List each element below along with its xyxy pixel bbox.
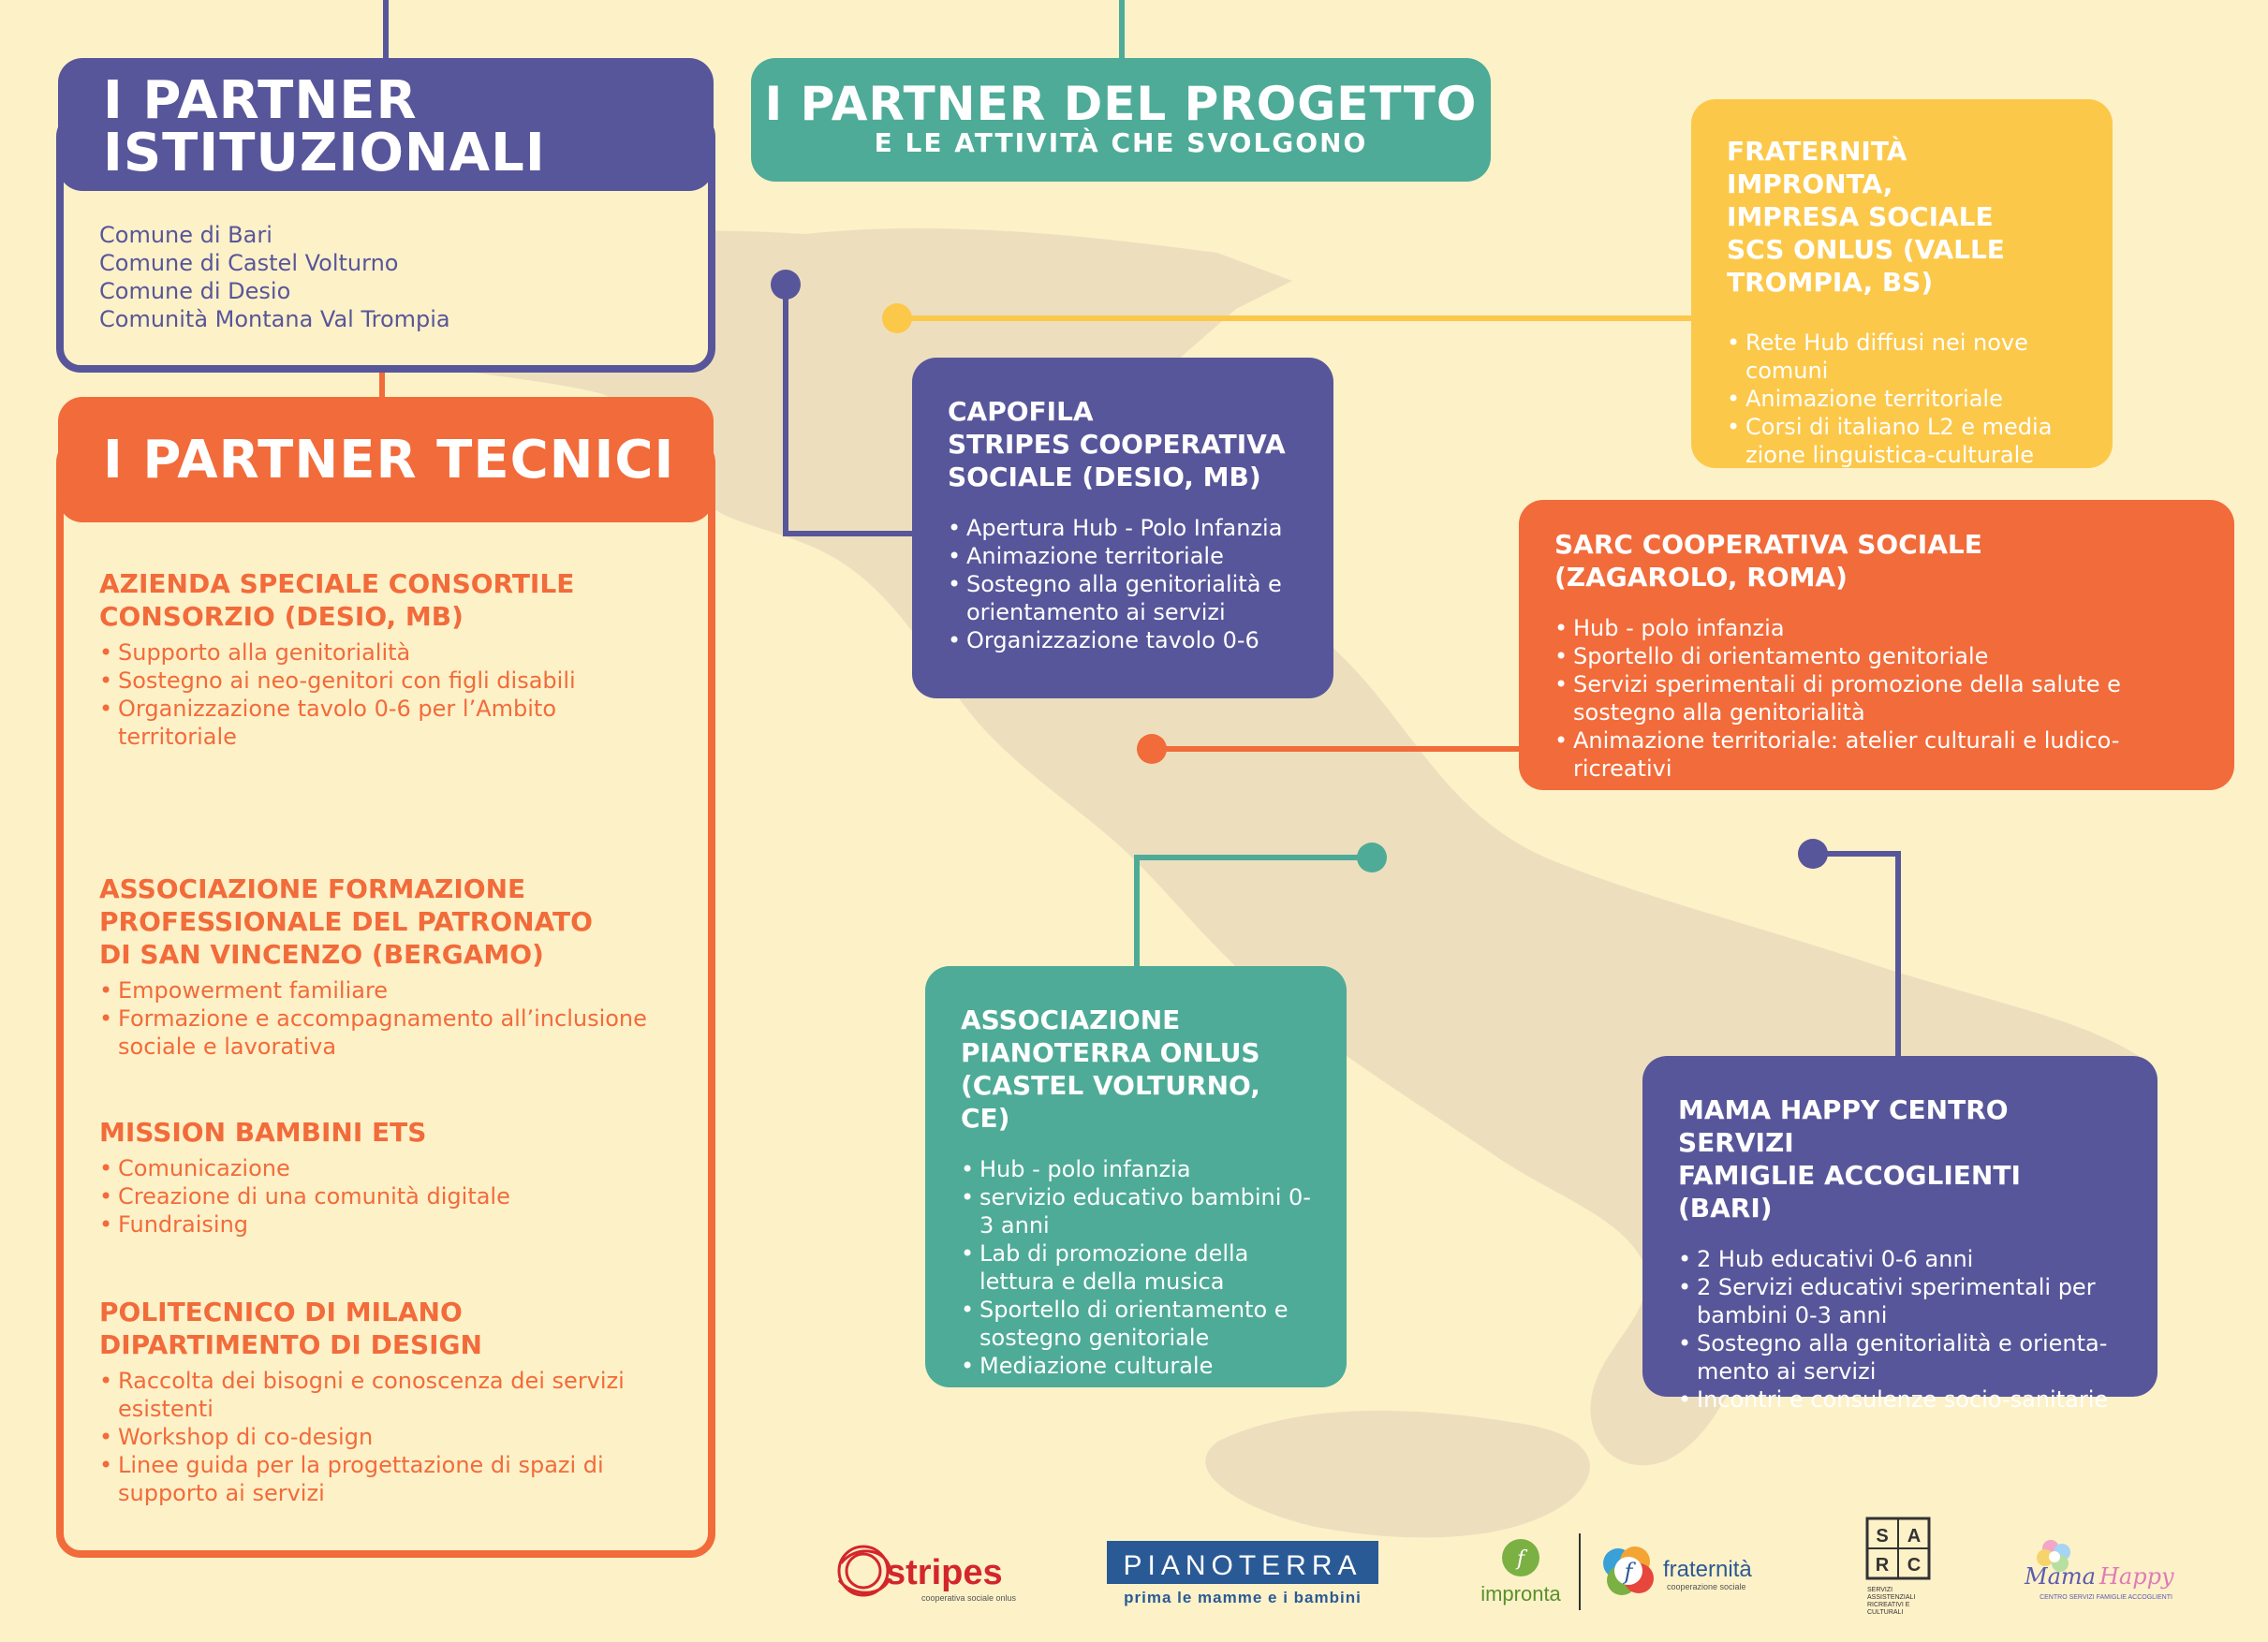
list-item: • Sportello di orientamento e sostegno genitoriale <box>961 1296 1311 1352</box>
list-item: • Creazione di una comunità digitale <box>99 1182 661 1210</box>
partner-card-title <box>948 395 1298 493</box>
sarc-tagline: CULTURALI <box>1867 1609 1904 1616</box>
mamahappy-logo-text-1: Mama <box>2025 1563 2096 1590</box>
title-line: DI SAN VINCENZO (BERGAMO) <box>99 939 544 970</box>
connector-dot-pianoterra <box>1357 843 1387 872</box>
list-item: • Formazione e accompagnamento all’inclusione sociale e lavorativa <box>99 1004 680 1061</box>
fraternita-logo-text: fraternità <box>1663 1557 1752 1582</box>
title-line: SOCIALE (DESIO, MB) <box>948 462 1261 492</box>
pianoterra-logo <box>1107 1541 1378 1610</box>
stripes-logo-tagline: cooperativa sociale onlus <box>921 1593 1017 1603</box>
mamahappy-logo-tagline: CENTRO SERVIZI FAMIGLIE ACCOGLIENTI <box>2040 1594 2172 1601</box>
institutional-item: Comune di Desio <box>99 278 291 304</box>
technical-section-list <box>99 976 680 1061</box>
title-line: POLITECNICO DI MILANO <box>99 1297 463 1327</box>
partner-card-list <box>1554 614 2199 783</box>
list-item: • Sostegno ai neo-genitori con figli disabili <box>99 667 624 695</box>
partner-card-fraternita <box>1691 99 2113 468</box>
list-item: • Mediazione culturale <box>961 1352 1311 1380</box>
sarc-logo <box>1860 1517 1938 1620</box>
sarc-letter: S <box>1876 1526 1889 1547</box>
partner-card-title <box>961 1004 1311 1135</box>
fraternita-logo-icon <box>1603 1547 1654 1595</box>
list-item: • Apertura Hub - Polo Infanzia <box>948 514 1298 542</box>
partner-card-title <box>1554 528 2199 594</box>
list-item: • 2 Hub educativi 0-6 anni <box>1678 1245 2122 1273</box>
title-line: FAMIGLIE ACCOGLIENTI (BARI) <box>1678 1160 2021 1224</box>
stripes-logo-text: stripes <box>886 1553 1003 1592</box>
partner-card-mamahappy <box>1642 1056 2158 1413</box>
list-item: • Animazione territoriale <box>1727 385 2077 413</box>
connector-dot-stripes <box>771 270 801 300</box>
project-title: I PARTNER DEL PROGETTO <box>764 77 1478 131</box>
list-item: • Sostegno alla genitorialità e orienta- mento ai servizi <box>1678 1329 2122 1385</box>
project-header <box>751 58 1491 182</box>
title-line: ASSOCIAZIONE FORMAZIONE <box>99 873 526 904</box>
title-line: PIANOTERRA ONLUS <box>961 1037 1260 1068</box>
list-item: • Animazione territoriale <box>948 542 1298 570</box>
list-item: • Workshop di co-design <box>99 1423 661 1451</box>
sarc-letter: R <box>1875 1555 1890 1576</box>
technical-section-title <box>99 872 680 971</box>
title-line: MISSION BAMBINI ETS <box>99 1117 427 1148</box>
institutional-header <box>58 58 714 191</box>
connector-dot-sarc <box>1137 734 1167 764</box>
technical-section <box>99 872 680 1061</box>
logo-divider <box>1579 1533 1581 1610</box>
list-item: • Sportello di orientamento genitoriale <box>1554 642 2199 670</box>
partner-card-stripes <box>912 358 1333 698</box>
list-item: • Incontri e consulenze socio-sanitarie <box>1678 1385 2122 1414</box>
sarc-tagline: SERVIZI <box>1867 1587 1893 1593</box>
connector-dot-fraternita <box>882 303 912 333</box>
pianoterra-logo-tagline: prima le mamme e i bambini <box>1124 1589 1362 1606</box>
list-item: • Servizi sperimentali di promozione della salute e sostegno alla genitorialità <box>1554 670 2199 726</box>
title-line: CONSORZIO (DESIO, MB) <box>99 601 464 632</box>
title-line: SCS ONLUS (VALLE <box>1727 234 2005 265</box>
title-line: (ZAGAROLO, ROMA) <box>1554 562 1848 593</box>
fraternita-logo <box>1596 1539 1764 1605</box>
technical-section-title <box>99 1296 661 1361</box>
partner-card-title <box>1727 135 2077 299</box>
partner-card-pianoterra <box>925 966 1347 1387</box>
sarc-tagline: RICREATIVI E <box>1867 1602 1910 1608</box>
fraternita-logo-tagline: cooperazione sociale <box>1667 1582 1746 1591</box>
technical-section-title <box>99 567 624 633</box>
list-item: • Supporto alla genitorialità <box>99 638 624 667</box>
impronta-logo <box>1465 1537 1577 1610</box>
connector-mamahappy <box>1813 854 1898 1056</box>
list-item: • Hub - polo infanzia <box>1554 614 2199 642</box>
technical-section-list <box>99 638 624 751</box>
title-line: MAMA HAPPY CENTRO SERVIZI <box>1678 1094 2009 1158</box>
technical-section <box>99 1296 661 1507</box>
mamahappy-logo-text-2: Happy <box>2099 1563 2174 1590</box>
technical-section <box>99 1116 661 1239</box>
list-item: • Hub - polo infanzia <box>961 1155 1311 1183</box>
title-line: TROMPIA, BS) <box>1727 267 1934 298</box>
list-item: • Sostegno alla genitorialità e orientamento ai servizi <box>948 570 1298 626</box>
list-item: • Linee guida per la progettazione di spazi di supporto ai servizi <box>99 1451 661 1507</box>
title-line: ASSOCIAZIONE <box>961 1004 1181 1035</box>
technical-section <box>99 567 624 751</box>
svg-text:f: f <box>1624 1559 1633 1585</box>
partner-card-list <box>961 1155 1311 1380</box>
title-line: FRATERNITÀ IMPRONTA, <box>1727 136 1907 199</box>
impronta-logo-glyph: f <box>1516 1547 1525 1571</box>
title-line: SARC COOPERATIVA SOCIALE <box>1554 529 1982 560</box>
title-line: AZIENDA SPECIALE CONSORTILE <box>99 568 575 599</box>
title-line: PROFESSIONALE DEL PATRONATO <box>99 906 593 937</box>
institutional-list <box>99 221 450 333</box>
institutional-title-line1: I PARTNER <box>103 70 418 131</box>
list-item: • Fundraising <box>99 1210 661 1239</box>
institutional-item: Comunità Montana Val Trompia <box>99 306 450 332</box>
technical-title: I PARTNER TECNICI <box>103 430 675 491</box>
partner-card-list <box>1727 329 2077 469</box>
partner-card-sarc <box>1519 500 2234 790</box>
title-line: DIPARTIMENTO DI DESIGN <box>99 1329 482 1360</box>
connector-pianoterra <box>1137 858 1372 966</box>
technical-section-title <box>99 1116 661 1149</box>
institutional-title-line2: ISTITUZIONALI <box>103 123 546 183</box>
title-line: STRIPES COOPERATIVA <box>948 429 1286 460</box>
title-line: CAPOFILA <box>948 396 1094 427</box>
connector-dot-mamahappy <box>1798 839 1828 869</box>
sarc-letter: C <box>1907 1555 1922 1576</box>
stripes-logo <box>828 1535 1021 1608</box>
partner-card-list <box>1678 1245 2122 1414</box>
partner-card-list <box>948 514 1298 654</box>
sarc-letter: A <box>1907 1526 1922 1547</box>
list-item: • Animazione territoriale: atelier culturali e ludico-ricreativi <box>1554 726 2199 783</box>
sarc-tagline: ASSISTENZIALI <box>1867 1594 1916 1601</box>
title-line: (CASTEL VOLTURNO, CE) <box>961 1070 1260 1134</box>
institutional-item: Comune di Bari <box>99 222 272 248</box>
impronta-logo-text: impronta <box>1480 1582 1561 1605</box>
list-item: • Empowerment familiare <box>99 976 680 1004</box>
list-item: • Corsi di italiano L2 e media zione linguistica-culturale <box>1727 413 2077 469</box>
list-item: • Raccolta dei bisogni e conoscenza dei servizi esistenti <box>99 1367 661 1423</box>
technical-header <box>58 397 714 522</box>
title-line: IMPRESA SOCIALE <box>1727 201 1994 232</box>
list-item: • Organizzazione tavolo 0-6 <box>948 626 1298 654</box>
partner-card-title <box>1678 1093 2122 1224</box>
project-subtitle: E LE ATTIVITÀ CHE SVOLGONO <box>874 127 1368 158</box>
stripes-swirl-icon <box>839 1547 890 1595</box>
list-item: • Organizzazione tavolo 0-6 per l’Ambito territoriale <box>99 695 624 751</box>
institutional-title <box>103 70 546 183</box>
technical-section-list <box>99 1367 661 1507</box>
list-item: • Rete Hub diffusi nei nove comuni <box>1727 329 2077 385</box>
institutional-item: Comune di Castel Volturno <box>99 250 399 276</box>
pianoterra-logo-text: PIANOTERRA <box>1123 1550 1362 1581</box>
list-item: • servizio educativo bambini 0-3 anni <box>961 1183 1311 1239</box>
list-item: • 2 Servizi educativi sperimentali per bambini 0-3 anni <box>1678 1273 2122 1329</box>
list-item: • Lab di promozione della lettura e della musica <box>961 1239 1311 1296</box>
mamahappy-logo <box>2019 1532 2193 1605</box>
technical-section-list <box>99 1154 661 1239</box>
list-item: • Comunicazione <box>99 1154 661 1182</box>
